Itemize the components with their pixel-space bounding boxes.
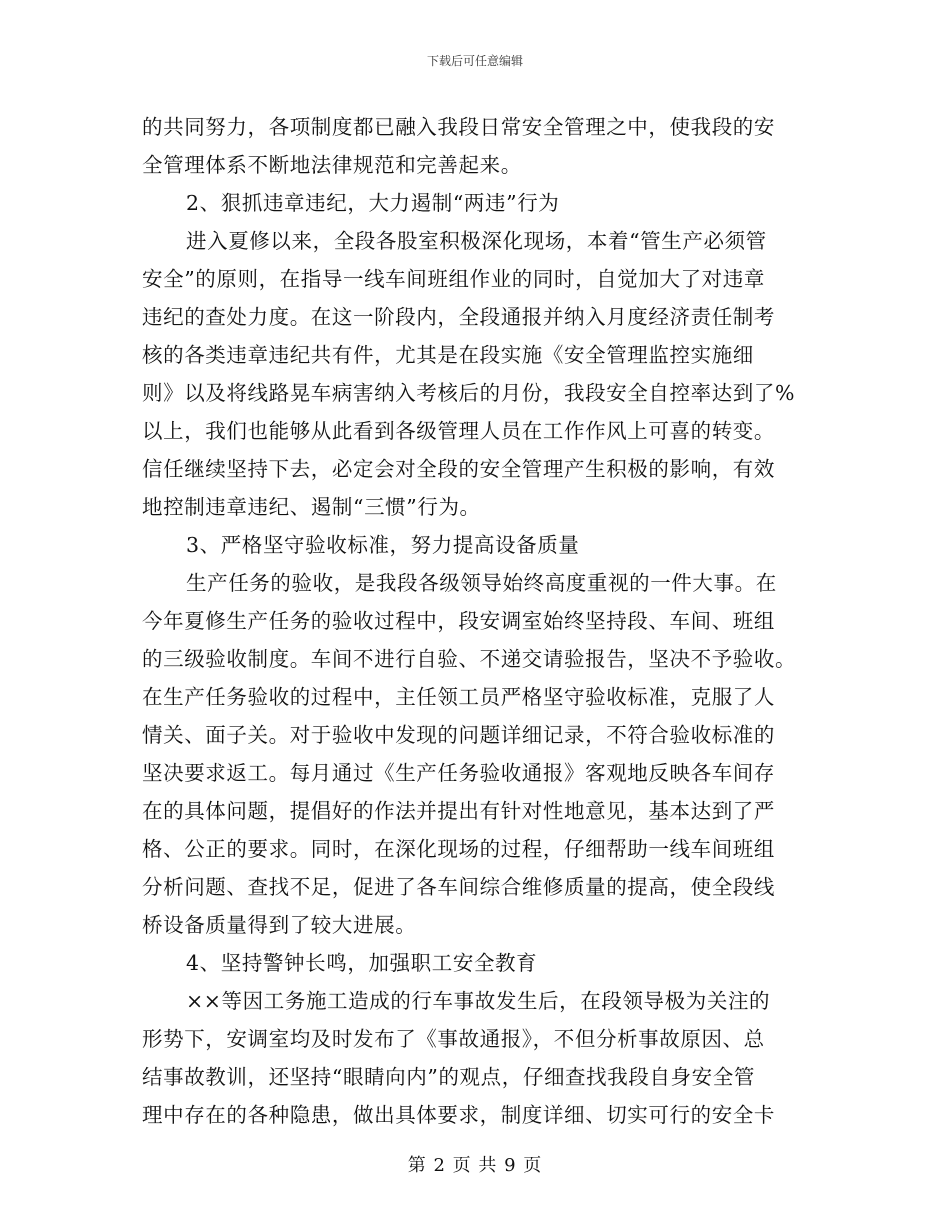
body-line: 核的各类违章违纪共有件，尤其是在段实施《安全管理监控实施细 xyxy=(142,343,754,367)
body-line: 情关、面子关。对于验收中发现的问题详细记录，不符合验收标准的 xyxy=(142,723,775,747)
body-line: 在生产任务验收的过程中，主任领工员严格坚守验收标准，克服了人 xyxy=(142,685,775,709)
page-number: 第 2 页 共 9 页 xyxy=(407,1155,543,1176)
body-line: 今年夏修生产任务的验收过程中，段安调室始终坚持段、车间、班组 xyxy=(142,609,775,633)
body-line: 格、公正的要求。同时，在深化现场的过程，仔细帮助一线车间班组 xyxy=(142,837,775,861)
body-line: 形势下，安调室均及时发布了《事故通报》，不但分析事故原因、总 xyxy=(142,1027,765,1051)
body-line: 地控制违章违纪、遏制“三惯”行为。 xyxy=(142,495,481,519)
body-line: 分析问题、查找不足，促进了各车间综合维修质量的提高，使全段线 xyxy=(142,875,775,899)
section-heading: 2、狠抓违章违纪，大力遏制“两违”行为 xyxy=(186,191,560,215)
body-line: 的共同努力，各项制度都已融入我段日常安全管理之中，使我段的安 xyxy=(142,115,775,139)
body-line: 违纪的查处力度。在这一阶段内，全段通报并纳入月度经济责任制考 xyxy=(142,305,775,329)
section-heading: 4、坚持警钟长鸣，加强职工安全教育 xyxy=(186,951,538,975)
page-header: 下载后可任意编辑 xyxy=(426,54,523,68)
body-line: 的三级验收制度。车间不进行自验、不递交请验报告，坚决不予验收。 xyxy=(142,647,797,671)
body-line: 信任继续坚持下去，必定会对全段的安全管理产生积极的影响，有效 xyxy=(142,457,775,481)
section-heading: 3、严格坚守验收标准，努力提高设备质量 xyxy=(186,533,580,557)
body-line: 坚决要求返工。每月通过《生产任务验收通报》客观地反映各车间存 xyxy=(142,761,775,785)
body-line: 全管理体系不断地法律规范和完善起来。 xyxy=(142,153,522,177)
body-line: ××等因工务施工造成的行车事故发生后，在段领导极为关注的 xyxy=(186,989,771,1013)
body-line: 则》以及将线路晃车病害纳入考核后的月份，我段安全自控率达到了% xyxy=(142,381,796,405)
body-line: 桥设备质量得到了较大进展。 xyxy=(142,913,417,937)
body-line: 理中存在的各种隐患，做出具体要求，制度详细、切实可行的安全卡 xyxy=(142,1103,775,1127)
body-line: 进入夏修以来，全段各股室积极深化现场，本着“管生产必须管 xyxy=(186,229,767,253)
body-line: 生产任务的验收，是我段各级领导始终高度重视的一件大事。在 xyxy=(186,571,777,595)
body-line: 结事故教训，还坚持“眼睛向内”的观点，仔细查找我段自身安全管 xyxy=(142,1065,755,1089)
document-body xyxy=(142,108,810,1134)
body-line: 在的具体问题，提倡好的作法并提出有针对性地意见，基本达到了严 xyxy=(142,799,775,823)
body-line: 安全”的原则，在指导一线车间班组作业的同时，自觉加大了对违章 xyxy=(142,267,765,291)
body-line: 以上，我们也能够从此看到各级管理人员在工作作风上可喜的转变。 xyxy=(142,419,775,443)
